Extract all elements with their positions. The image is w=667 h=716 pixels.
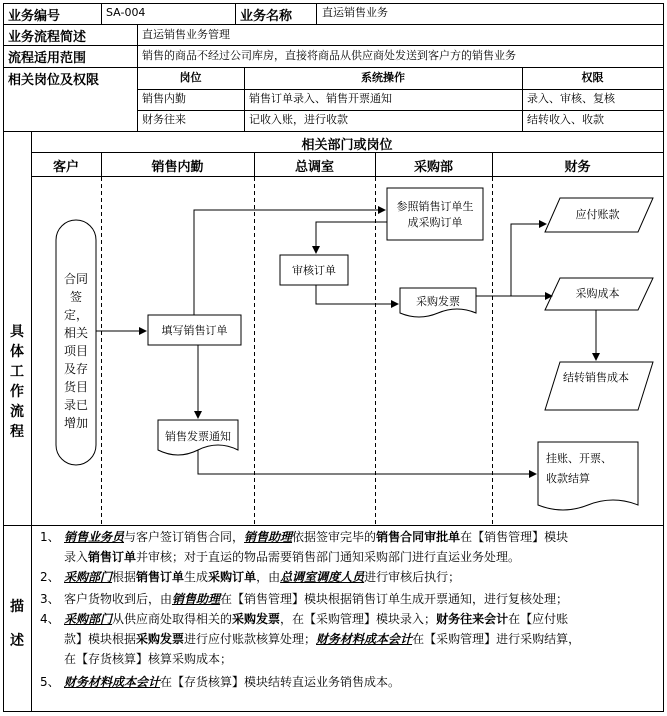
description-number: 5、	[40, 675, 60, 689]
lane-dispatch: 总调室	[294, 160, 334, 175]
description-text: ，在【采购管理】模块录入；	[280, 612, 437, 626]
sales-invoice-notice-text: 销售发票通知	[165, 430, 231, 443]
description-text: 并审核；对于直运的物品需要销售部门通知采购部门进行直运业务处理。	[136, 550, 521, 564]
lane-sales: 销售内勤	[151, 160, 204, 175]
description-text: 在【应付账	[508, 612, 569, 626]
description-line	[40, 674, 400, 691]
role-row-position: 财务往来	[142, 113, 186, 126]
description-text: ，由	[256, 570, 281, 584]
description-text: 款】模块根据	[64, 632, 137, 646]
description-line	[40, 611, 568, 628]
description-number: 4、	[40, 612, 60, 626]
description-text: 在【销售管理】模块	[460, 530, 569, 544]
description-text: 采购部门	[64, 612, 113, 626]
ref-order-text: 参照销售订单生成采购订单	[396, 200, 474, 229]
post-invoice-text: 挂账、开票、收款结算	[546, 452, 612, 485]
roles-col-operation: 系统操作	[361, 71, 405, 84]
description-text: 生成	[184, 570, 209, 584]
description-text: 与客户签订销售合同，	[124, 530, 245, 544]
connector-ref-to-review	[316, 222, 387, 253]
payable-text: 应付账款	[575, 208, 620, 221]
fill-order-text: 填写销售订单	[161, 324, 228, 337]
name-value: 直运销售业务	[322, 6, 388, 19]
summary-value: 直运销售业务管理	[142, 28, 230, 41]
description-text: 从供应商处取得相关的	[112, 612, 233, 626]
description-line	[64, 631, 580, 648]
description-text: 根据	[112, 570, 137, 584]
connector-invoice-to-payable	[476, 224, 546, 296]
role-row-position: 销售内勤	[142, 92, 186, 105]
description-line	[40, 529, 568, 546]
description-text: 进行应付账款核算处理；	[184, 632, 317, 646]
description-text: 进行审核后执行；	[364, 570, 461, 584]
role-row-operation: 记收入账，进行收款	[249, 113, 348, 126]
description-text: 采购发票	[136, 632, 185, 646]
description-text: 销售合同审批单	[376, 530, 461, 544]
role-row-permission: 结转收入、收款	[527, 113, 604, 126]
description-number: 1、	[40, 530, 60, 544]
lane-purchase: 采购部	[413, 160, 453, 175]
purchase-cost-text: 采购成本	[575, 287, 620, 300]
description-label: 描述	[10, 599, 24, 649]
description-text: 在【销售管理】模块根据销售订单生成开票通知，进行复核处理；	[220, 592, 569, 606]
id-value: SA-004	[106, 6, 146, 19]
description-text: 依据签审完毕的	[292, 530, 377, 544]
name-label: 业务名称	[240, 9, 293, 24]
description-text: 财务往来会计	[436, 612, 509, 626]
purchase-invoice-text: 采购发票	[416, 295, 460, 308]
description-text: 销售订单	[136, 570, 185, 584]
lane-finance: 财务	[564, 160, 591, 175]
description-number: 2、	[40, 570, 60, 584]
description-line	[64, 651, 232, 668]
description-text: 客户货物收到后，由	[64, 592, 173, 606]
dept-header: 相关部门或岗位	[301, 138, 393, 153]
description-text: 在【采购管理】进行采购结算，	[412, 632, 581, 646]
carry-cost-text: 结转销售成本	[563, 371, 629, 384]
description-number: 3、	[40, 592, 60, 606]
roles-col-permission: 权限	[581, 71, 604, 84]
lane-customer: 客户	[52, 160, 79, 175]
description-line	[64, 549, 520, 566]
summary-label: 业务流程简述	[8, 30, 87, 45]
description-text: 录入	[64, 550, 89, 564]
roles-col-position: 岗位	[179, 71, 202, 84]
role-row-operation: 销售订单录入、销售开票通知	[249, 92, 392, 105]
description-text: 销售助理	[244, 530, 293, 544]
scope-value: 销售的商品不经过公司库房，直接将商品从供应商处发送到客户方的销售业务	[142, 49, 516, 62]
description-text: 财务材料成本会计	[316, 632, 413, 646]
scope-label: 流程适用范围	[8, 51, 87, 66]
review-order-text: 审核订单	[292, 264, 336, 277]
description-text: 采购订单	[208, 570, 257, 584]
description-line	[40, 591, 568, 608]
description-text: 销售助理	[172, 592, 221, 606]
description-text: 采购发票	[232, 612, 281, 626]
flow-section-label: 具体工作流程	[10, 324, 24, 440]
connector-review-to-invoice	[316, 285, 398, 304]
description-text: 销售业务员	[64, 530, 125, 544]
description-text: 采购部门	[64, 570, 113, 584]
description-line	[40, 569, 460, 586]
role-row-permission: 录入、审核、复核	[527, 92, 615, 105]
customer-node-text: 合同签定，相关项目及存货目录已增加	[63, 272, 88, 430]
roles-label: 相关岗位及权限	[8, 73, 100, 88]
description-text: 在【存货核算】核算采购成本；	[64, 652, 233, 666]
description-text: 总调室调度人员	[280, 570, 365, 584]
description-text: 销售订单	[88, 550, 137, 564]
description-text: 在【存货核算】模块结转直运业务销售成本。	[160, 675, 401, 689]
description-text: 财务材料成本会计	[64, 675, 161, 689]
connector-notice-to-post	[198, 450, 536, 474]
id-label: 业务编号	[8, 9, 61, 24]
